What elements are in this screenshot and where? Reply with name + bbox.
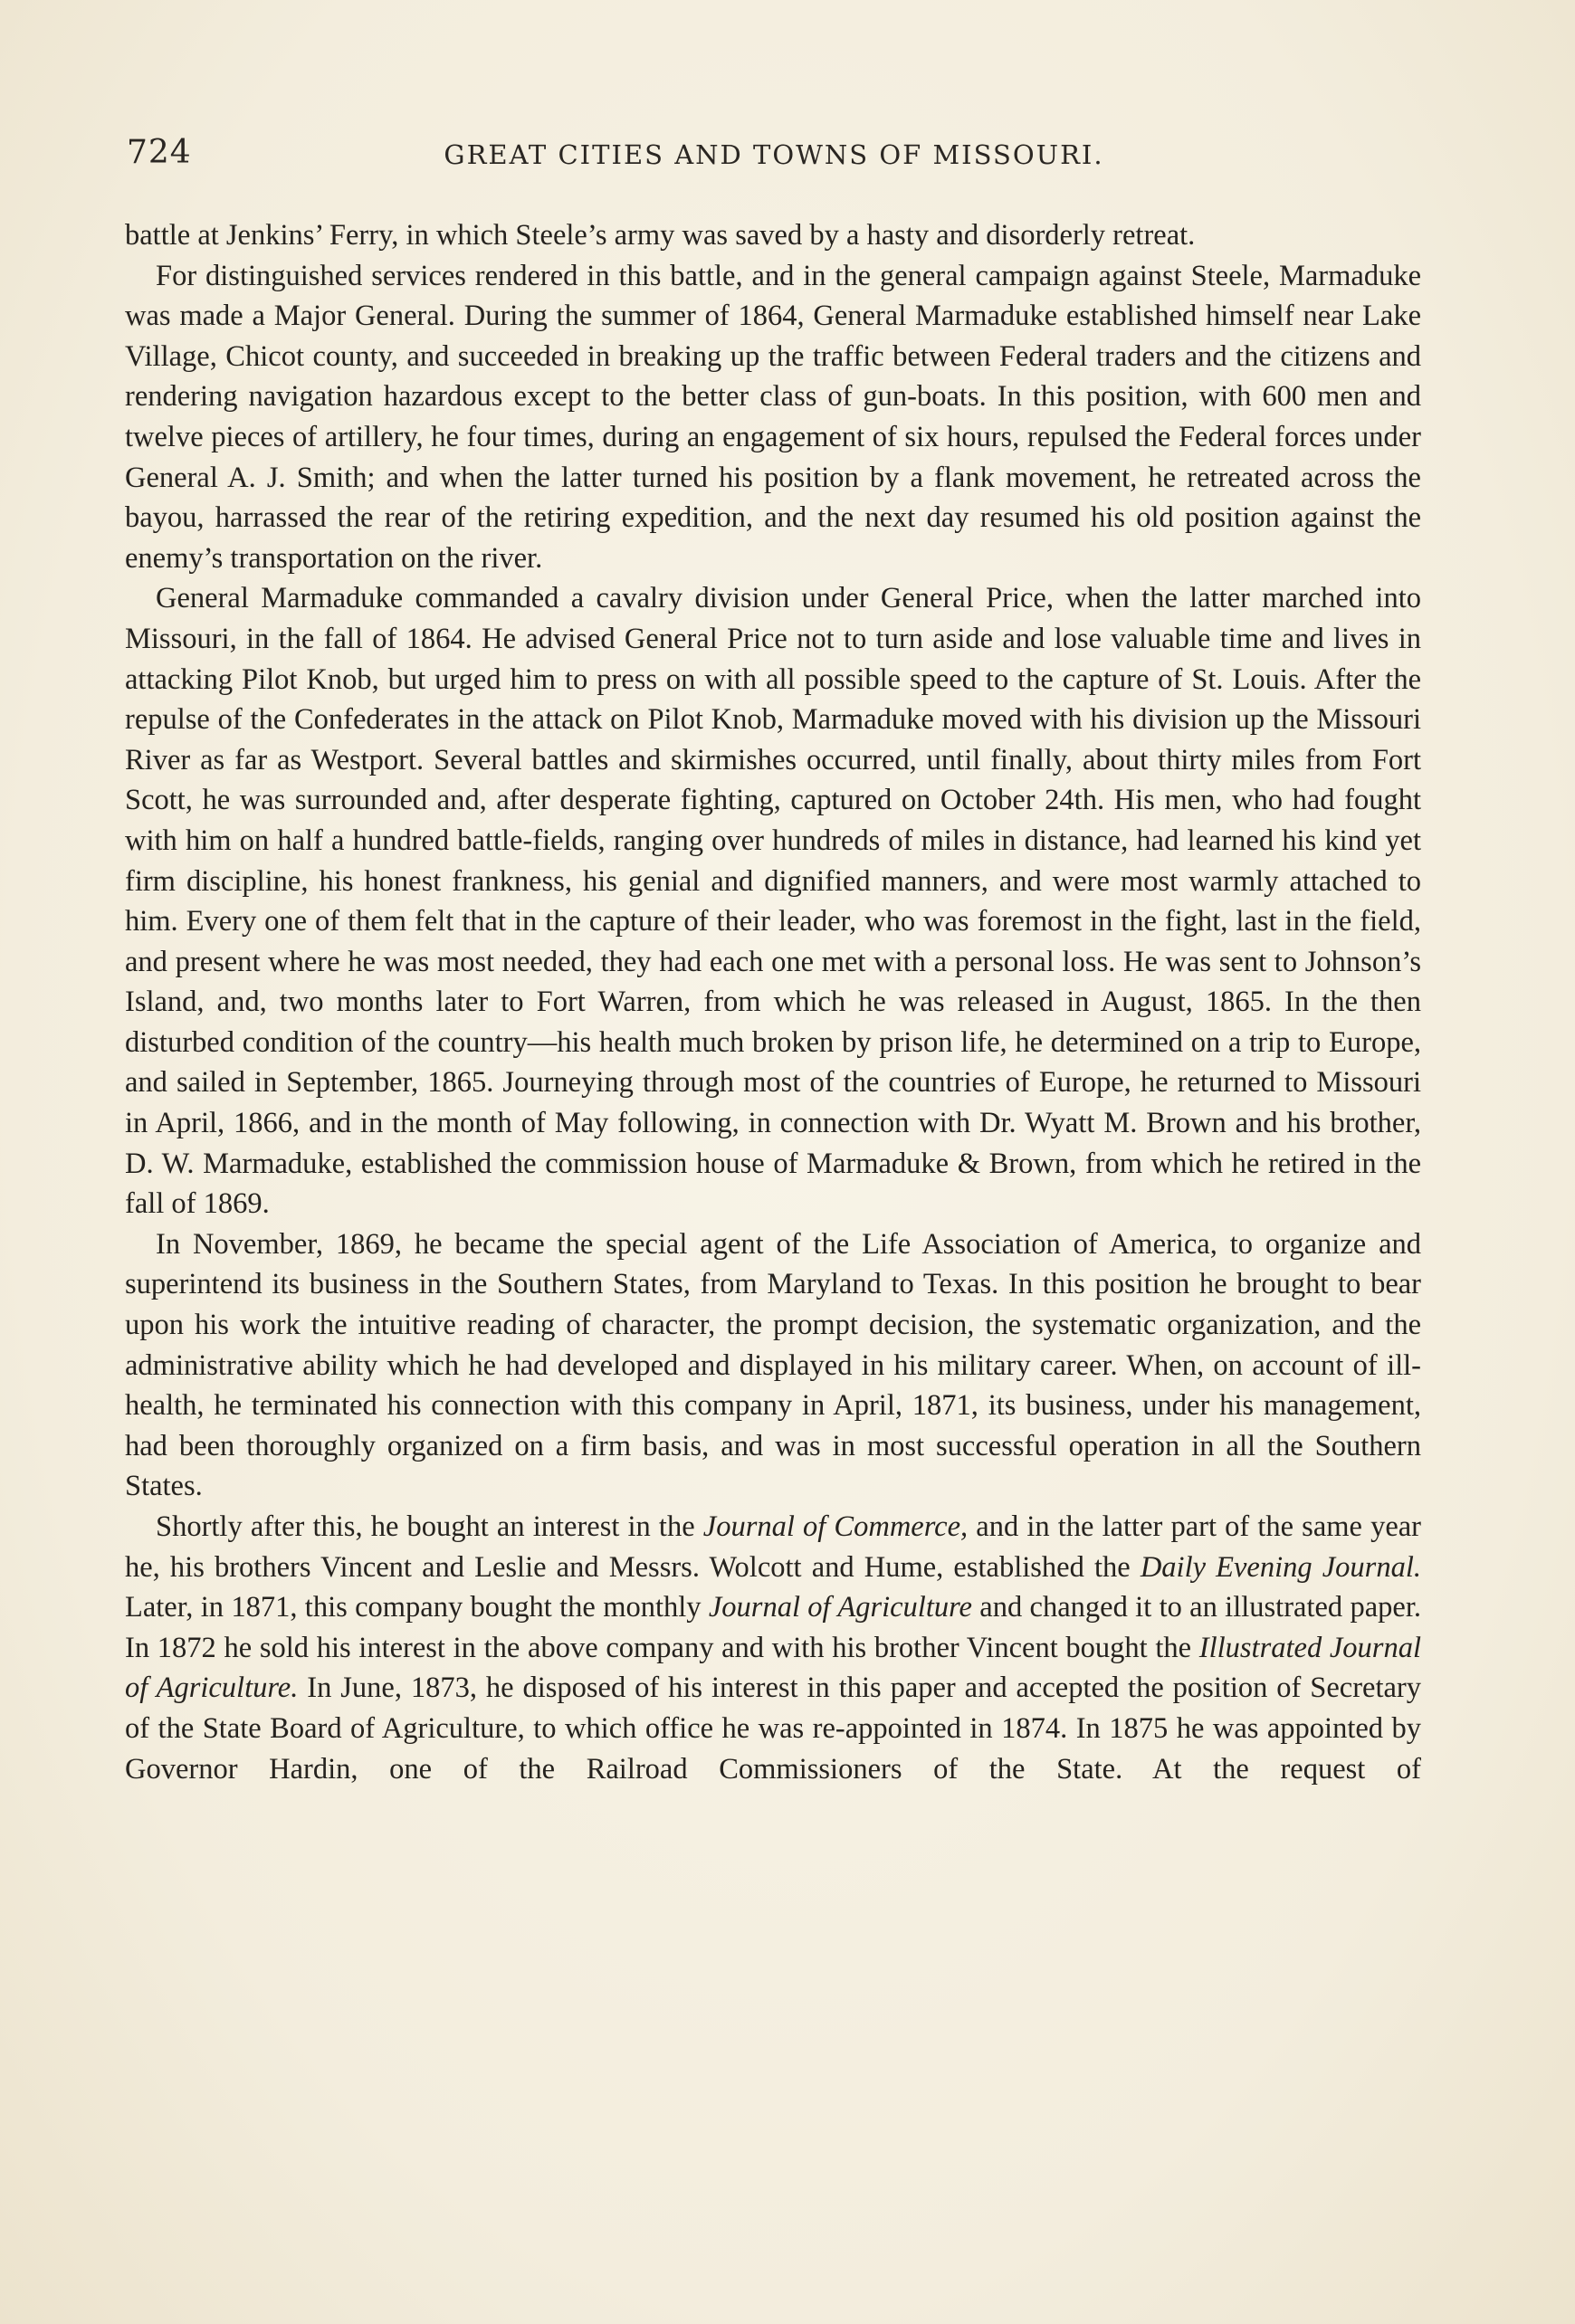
- title-daily-evening-journal: Daily Evening Journal.: [1140, 1550, 1421, 1584]
- page-number: 724: [127, 134, 192, 171]
- paragraph-3-text: General Marmaduke commanded a cavalry division under General Price, when the latter marched into Missouri, in the fall of 1864. He advised General Price not to turn aside and lose valuable time and lives in attacking Pilot Knob, but urged him to press on with all possible speed to the capture of St. Louis. After the repulse of the Confederates in the attack on Pilot Knob, Marmaduke moved with his division up the Missouri River as far as Westport. Several battles and skirmishes occurred, until finally, about thirty miles from Fort Scott, he was surrounded and, after desperate fighting, captured on October 24th. His men, who had fought with him on half a hundred battle-fields, ranging over hundreds of miles in distance, had learned his kind yet firm discipline, his honest frankness, his genial and dignified manners, and were most warmly attached to him. Every one of them felt that in the capture of their leader, who was foremost in the fight, last in the field, and present where he was most needed, they had each one met with a personal loss. He was sent to Johnson’s Island, and, two months later to Fort Warren, from which he was released in August, 1865. In the then disturbed condition of the country—his health much broken by prison life, he determined on a trip to Europe, and sailed in September, 1865. Journeying through most of the countries of Europe, he returned to Missouri in April, 1866, and in the month of May following, in connection with Dr. Wyatt M. Brown and his brother, D. W. Marmaduke, established the commission house of Marmaduke & Brown, from which he retired in the fall of 1869.: [125, 582, 1421, 1221]
- paragraph-1-continued: [125, 215, 1421, 256]
- paragraph-4-text: In November, 1869, he became the special agent of the Life Association of America, to organize and superintend its business in the Southern States, from Maryland to Texas. In this position he brought to bear upon his work the intuitive reading of character, the prompt decision, the systematic organization, and the administrative ability which he had developed and displayed in his military career. When, on account of ill-health, he terminated his connection with this company in April, 1871, its business, under his management, had been thoroughly organized on a firm basis, and was in most successful operation in all the Southern States.: [125, 1227, 1421, 1503]
- paragraph-5-text-a: Shortly after this, he bought an interest in the: [156, 1510, 703, 1543]
- paragraph-5-text-d: and changed it to an illustrated paper. In 1872 he sold his interest in the above company and with his brother Vincent bought the: [125, 1591, 1421, 1664]
- title-journal-of-commerce: Journal of Commerce,: [702, 1510, 969, 1543]
- paragraph-4: [125, 1224, 1421, 1507]
- paragraph-1-text: battle at Jenkins’ Ferry, in which Steele’s army was saved by a hasty and disorderly retreat.: [125, 219, 1196, 252]
- paragraph-5-text-e: In June, 1873, he disposed of his interest in this paper and accepted the position of Secretary of the State Board of Agriculture, to which office he was re-appointed in 1874. In 1875 he was appointed by Governor Hardin, one of the Railroad Commissioners of the State. At the request of: [125, 1672, 1421, 1786]
- running-title: GREAT CITIES AND TOWNS OF MISSOURI.: [444, 139, 1104, 170]
- page-header: [127, 134, 1421, 188]
- paragraph-2: [125, 256, 1421, 579]
- paragraph-3: [125, 578, 1421, 1224]
- paragraph-5-text-c: Later, in 1871, this company bought the monthly: [125, 1591, 709, 1624]
- title-journal-of-agriculture: Journal of Agriculture: [708, 1591, 972, 1624]
- body-text: [125, 215, 1421, 1789]
- title-illustrated-journal-of-agriculture: Illustrated Journal of Agriculture.: [125, 1631, 1421, 1705]
- paragraph-2-text: For distinguished services rendered in this battle, and in the general campaign against Steele, Marmaduke was made a Major General. During the summer of 1864, General Marmaduke established himself near Lake Village, Chicot county, and succeeded in breaking up the traffic between Federal traders and the citizens and rendering navigation hazardous except to the better class of gun-boats. In this position, with 600 men and twelve pieces of artillery, he four times, during an engagement of six hours, repulsed the Federal forces under General A. J. Smith; and when the latter turned his position by a flank movement, he retreated across the bayou, harrassed the rear of the retiring expedition, and the next day resumed his old position against the enemy’s transportation on the river.: [125, 259, 1421, 575]
- paragraph-5: [125, 1507, 1421, 1789]
- paragraph-5-text-b: and in the latter part of the same year he, his brothers Vincent and Leslie and Messrs. Wolcott and Hume, established the: [125, 1510, 1421, 1584]
